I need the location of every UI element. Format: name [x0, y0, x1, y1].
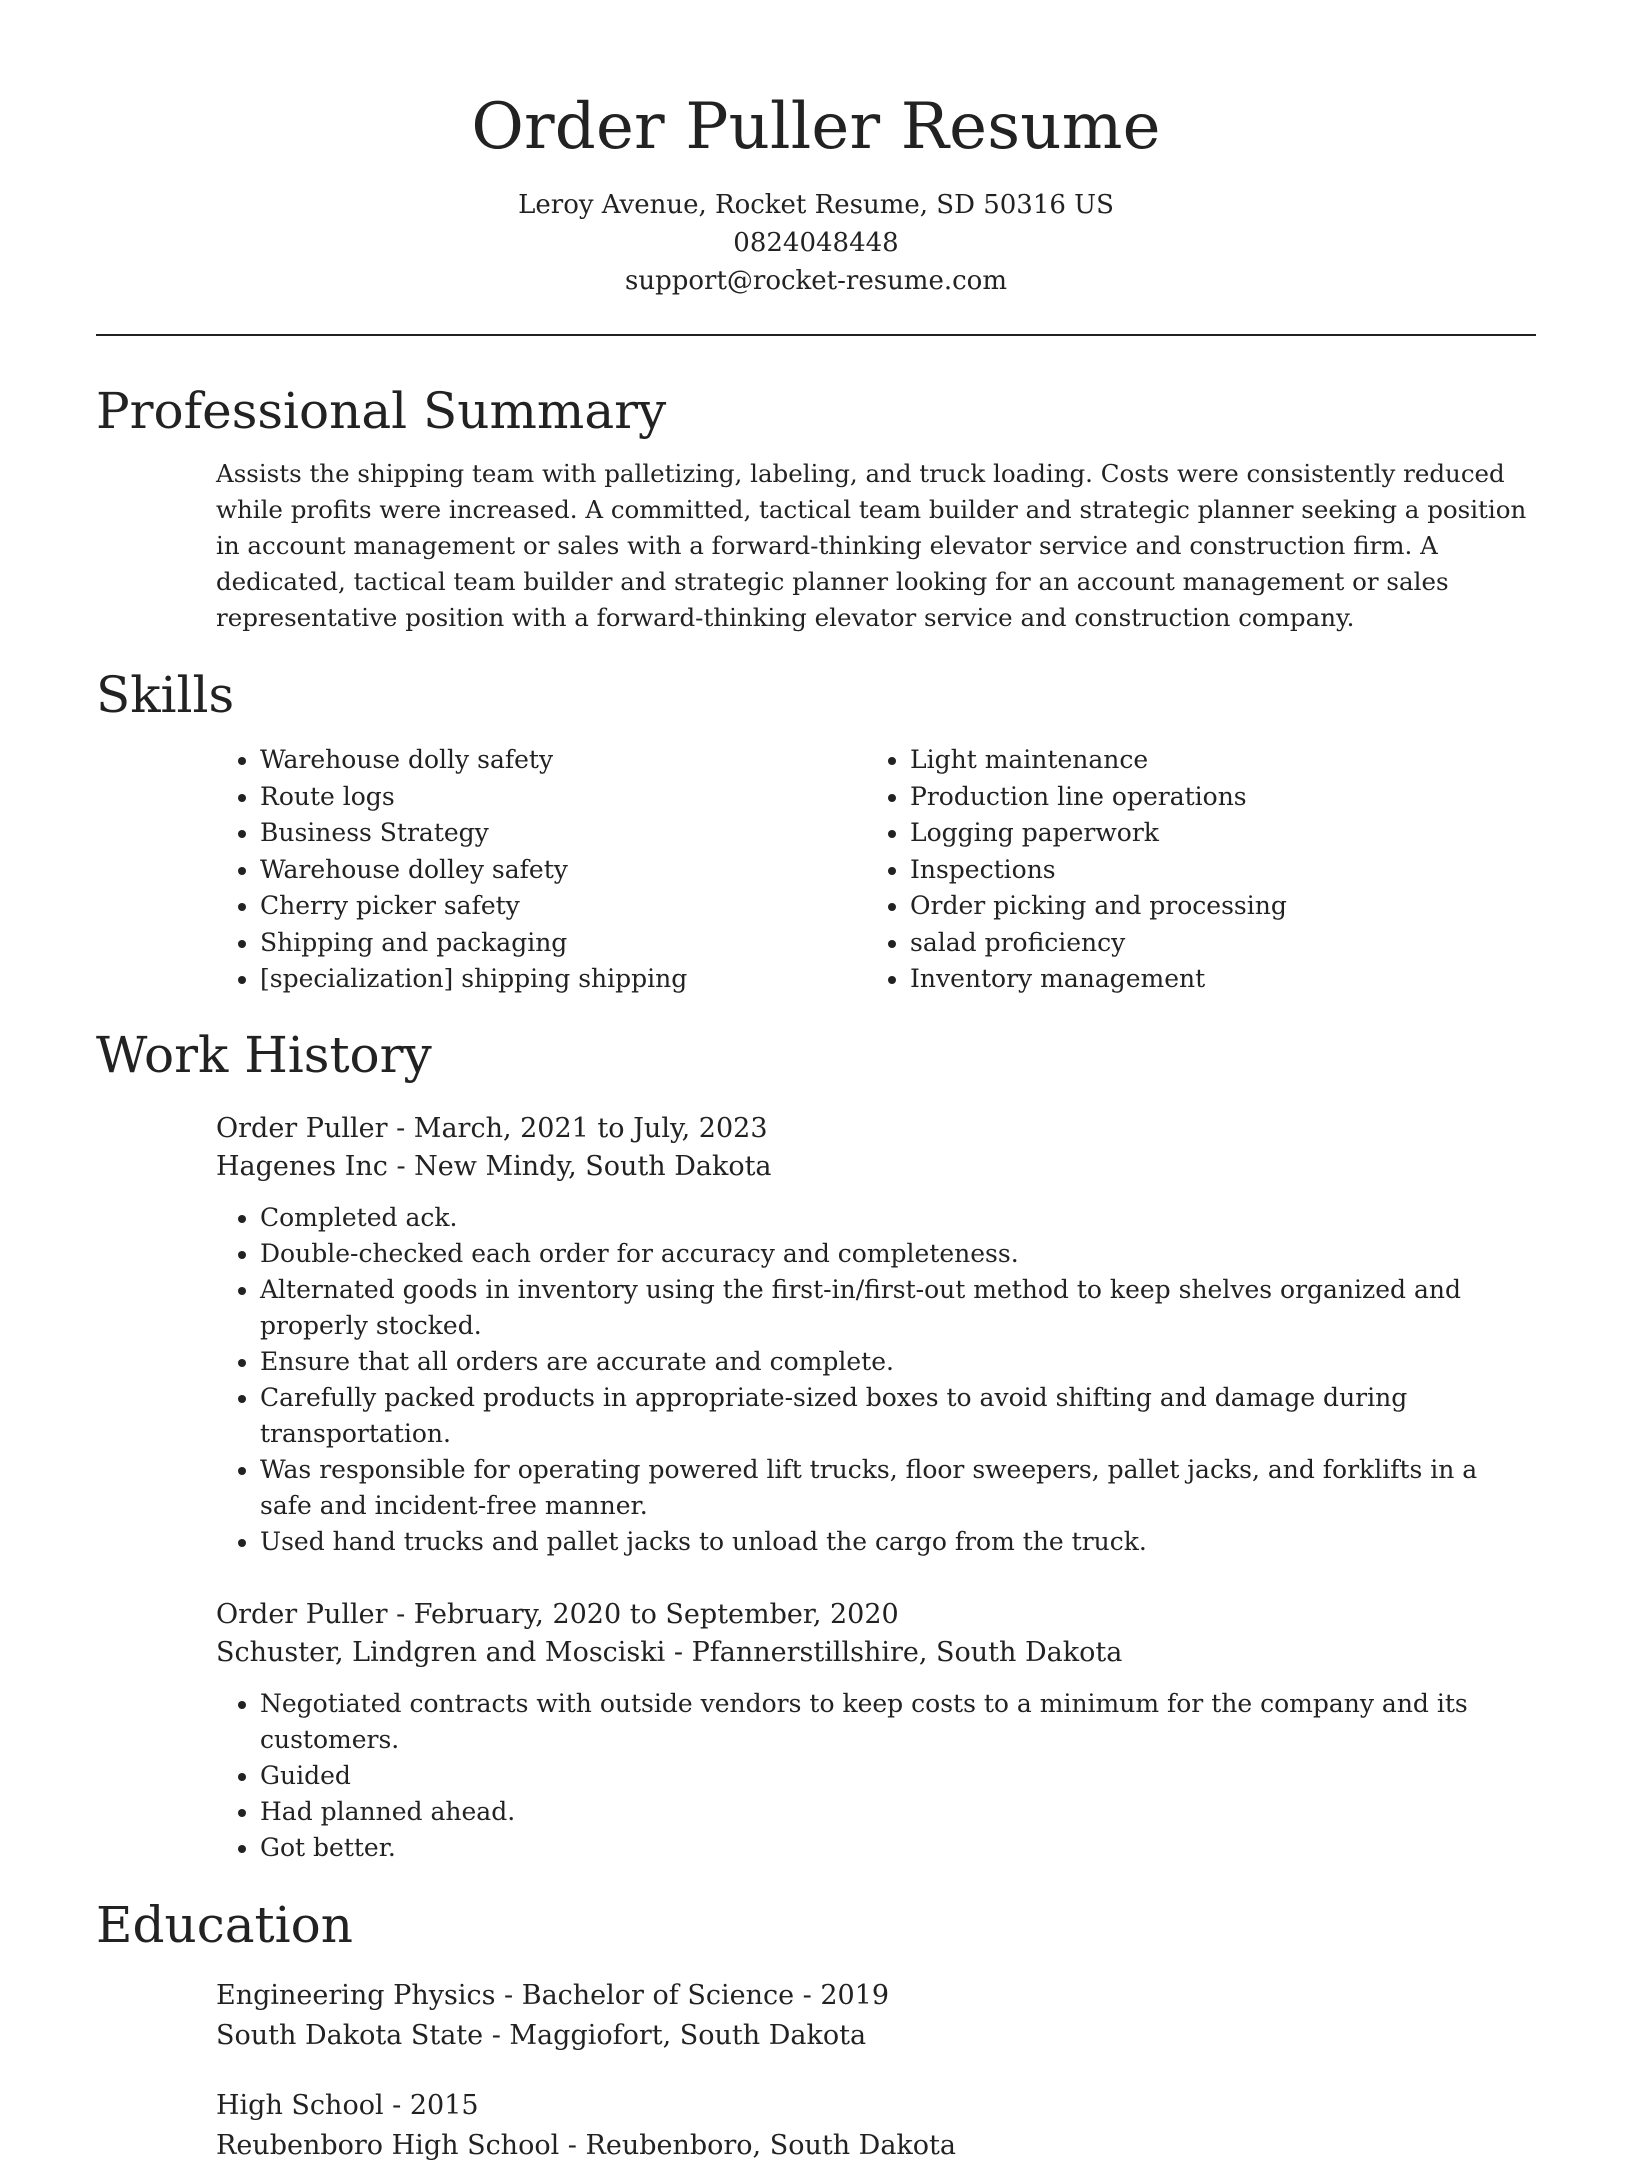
duty-item: • Double-checked each order for accuracy and completeness.: [260, 1236, 1536, 1272]
skill-item: • Cherry picker safety: [260, 888, 866, 925]
duty-item: • Had planned ahead.: [260, 1794, 1536, 1830]
resume-header: [96, 0, 1536, 300]
work-history-heading: Work History: [96, 1025, 432, 1084]
summary-heading: Professional Summary: [96, 382, 667, 440]
education-entry: [216, 1976, 1536, 2056]
duty-item: • Ensure that all orders are accurate and complete.: [260, 1344, 1536, 1380]
skill-item: • Production line operations: [910, 779, 1516, 816]
school-line: South Dakota State - Maggiofort, South Dakota: [216, 2019, 867, 2051]
job-entry: [216, 1110, 1536, 1560]
job-entry: [216, 1596, 1536, 1866]
skills-heading: Skills: [96, 666, 235, 724]
school-line: Reubenboro High School - Reubenboro, South Dakota: [216, 2129, 956, 2161]
degree-line: High School - 2015: [216, 2089, 479, 2121]
skill-item: • Warehouse dolley safety: [260, 852, 866, 889]
contact-address: Leroy Avenue, Rocket Resume, SD 50316 US: [518, 190, 1114, 220]
resume-title: Order Puller Resume: [471, 90, 1161, 164]
job-title-dates: Order Puller - March, 2021 to July, 2023: [216, 1112, 768, 1144]
contact-email: support@rocket-resume.com: [624, 266, 1007, 296]
duty-item: • Was responsible for operating powered lift trucks, floor sweepers, pallet jacks, and forklifts in a safe and incident-free manner.: [260, 1452, 1536, 1524]
skill-item: • Shipping and packaging: [260, 925, 866, 962]
skills-list-right: [866, 742, 1516, 998]
duty-item: • Used hand trucks and pallet jacks to unload the cargo from the truck.: [260, 1524, 1536, 1560]
skill-item: • Order picking and processing: [910, 888, 1516, 925]
skill-item: • Inventory management: [910, 961, 1516, 998]
education-heading: Education: [96, 1895, 353, 1954]
degree-line: Engineering Physics - Bachelor of Science - 2019: [216, 1979, 890, 2011]
job-duties: [216, 1686, 1536, 1866]
skill-item: • Light maintenance: [910, 742, 1516, 779]
skill-item: • Logging paperwork: [910, 815, 1516, 852]
skills-list-left: [216, 742, 866, 998]
skill-item: • [specialization] shipping shipping: [260, 961, 866, 998]
skills-columns: [216, 742, 1536, 998]
job-employer-location: Schuster, Lindgren and Mosciski - Pfannerstillshire, South Dakota: [216, 1636, 1123, 1668]
duty-item: • Negotiated contracts with outside vendors to keep costs to a minimum for the company and its customers.: [260, 1686, 1536, 1758]
contact-info: [96, 186, 1536, 300]
duty-item: • Guided: [260, 1758, 1536, 1794]
skill-item: • salad proficiency: [910, 925, 1516, 962]
duty-item: • Got better.: [260, 1830, 1536, 1866]
skill-item: • Business Strategy: [260, 815, 866, 852]
job-duties: [216, 1200, 1536, 1560]
header-divider: [96, 334, 1536, 336]
skill-item: • Warehouse dolly safety: [260, 742, 866, 779]
summary-text: Assists the shipping team with palletizing, labeling, and truck loading. Costs were consistently reduced while profits were increased. A committed, tactical team builder and strategic planner seeking a position in account management or sales with a forward-thinking elevator service and construction firm. A dedicated, tactical team builder and strategic planner looking for an account management or sales representative position with a forward-thinking elevator service and construction company.: [216, 459, 1527, 632]
duty-item: • Alternated goods in inventory using the first-in/first-out method to keep shelves organized and properly stocked.: [260, 1272, 1536, 1344]
education-entry: [216, 2086, 1536, 2166]
duty-item: • Carefully packed products in appropriate-sized boxes to avoid shifting and damage during transportation.: [260, 1380, 1536, 1452]
contact-phone: 0824048448: [733, 228, 899, 258]
duty-item: • Completed ack.: [260, 1200, 1536, 1236]
job-title-dates: Order Puller - February, 2020 to September, 2020: [216, 1598, 899, 1630]
skill-item: • Inspections: [910, 852, 1516, 889]
job-employer-location: Hagenes Inc - New Mindy, South Dakota: [216, 1150, 772, 1182]
skill-item: • Route logs: [260, 779, 866, 816]
